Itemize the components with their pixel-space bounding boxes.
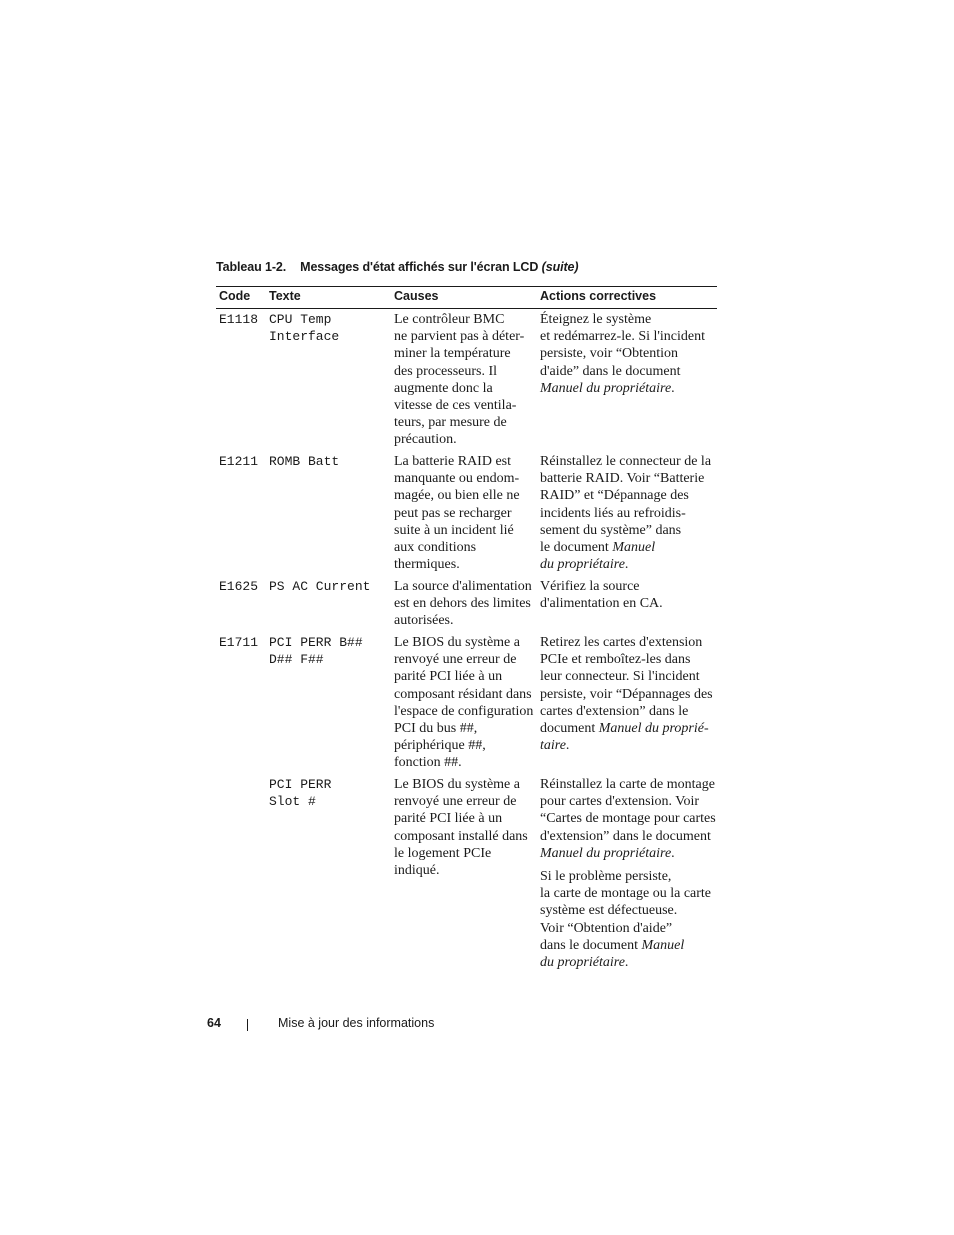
cell-causes-line: miner la température [394,346,511,362]
cell-text-line: ROMB Batt [269,454,340,469]
cell-text [269,311,339,345]
cell-causes-line: augmente donc la [394,380,493,396]
cell-actions-line: RAID” et “Dépannage des [540,488,689,504]
caption-title: Messages d'état affichés sur l'écran LCD [300,260,539,274]
cell-actions-line: d'alimentation en CA. [540,596,663,612]
cell-actions-line: “Cartes de montage pour cartes [540,811,716,827]
cell-causes-line: périphérique ##, [394,738,486,754]
header-causes: Causes [394,289,439,303]
cell-actions [540,776,716,862]
cell-code: E1118 [219,312,259,327]
cell-actions-line: Voir “Obtention d'aide” [540,920,673,936]
cell-actions-line: Manuel du propriétaire. [540,845,675,861]
cell-causes [394,776,528,879]
cell-actions-line: Si le problème persiste, [540,869,672,884]
cell-actions-line: leur connecteur. Si l'incident [540,669,700,685]
cell-actions-line: la carte de montage ou la carte [540,886,712,902]
header-text: Texte [269,289,301,303]
cell-actions-line: cartes d'extension” dans le [540,703,689,719]
cell-text [269,776,331,810]
caption-suffix: (suite) [541,260,579,274]
cell-actions-line: le document Manuel [540,540,656,556]
cell-actions-line: du propriétaire. [540,955,629,971]
cell-causes-line: parité PCI liée à un [394,669,503,685]
page-number: 64 [207,1016,221,1030]
cell-causes-line: suite à un incident lié [394,522,514,538]
cell-actions-line: persiste, voir “Obtention [540,346,679,362]
cell-causes-line: thermiques. [394,557,460,573]
cell-actions-line: Vérifiez la source [540,579,640,594]
cell-text-line: D## F## [269,652,324,668]
cell-actions-line: et redémarrez-le. Si l'incident [540,329,705,345]
cell-actions-line: Réinstallez le connecteur de la [540,454,712,469]
cell-actions-line: batterie RAID. Voir “Batterie [540,471,705,487]
cell-actions [540,578,663,612]
cell-actions-line: Réinstallez la carte de montage [540,777,715,792]
cell-causes-line: indiqué. [394,863,440,879]
cell-causes [394,311,524,449]
cell-causes [394,578,532,630]
cell-actions-line: sement du système” dans [540,522,682,538]
cell-actions-line: du propriétaire. [540,557,629,573]
cell-code: E1711 [219,635,259,650]
cell-actions-line: Retirez les cartes d'extension [540,635,703,650]
cell-causes-line: vitesse de ces ventila- [394,398,517,414]
cell-causes [394,634,533,772]
cell-causes-line: composant résidant dans [394,686,532,702]
caption-label: Tableau 1-2. [216,260,287,274]
cell-causes-line: magée, ou bien elle ne [394,488,520,504]
cell-text-line: PS AC Current [269,579,371,594]
cell-causes-line: des processeurs. Il [394,363,498,379]
cell-code: E1625 [219,579,259,594]
cell-causes-line: La source d'alimentation [394,579,532,594]
cell-causes-line: précaution. [394,432,457,448]
cell-actions-line: document Manuel du proprié- [540,721,709,737]
cell-actions [540,868,711,971]
cell-causes-line: ne parvient pas à déter- [394,329,525,345]
cell-causes-line: Le BIOS du système a [394,777,520,792]
cell-text-line: CPU Temp [269,312,332,327]
cell-causes-line: peut pas se recharger [394,505,512,521]
cell-causes-line: autorisées. [394,613,454,629]
cell-causes-line: PCI du bus ##, [394,721,478,737]
cell-actions [540,311,705,397]
cell-causes-line: parité PCI liée à un [394,811,503,827]
cell-text [269,453,339,470]
cell-actions-line: incidents liés au refroidis- [540,505,686,521]
header-code: Code [219,289,251,303]
cell-causes-line: fonction ##. [394,755,462,771]
cell-text [269,578,370,595]
cell-actions-line: taire. [540,738,570,754]
cell-text [269,634,363,668]
cell-actions-line: PCIe et remboîtez-les dans [540,652,691,668]
cell-actions-line: d'extension” dans le document [540,828,711,844]
cell-actions-line: dans le document Manuel [540,937,685,953]
cell-causes-line: manquante ou endom- [394,471,520,487]
cell-actions-line: pour cartes d'extension. Voir [540,794,700,810]
cell-actions-line: Manuel du propriétaire. [540,380,675,396]
cell-causes-line: l'espace de configuration [394,703,534,719]
header-actions: Actions correctives [540,289,657,303]
cell-text-line: PCI PERR B## [269,635,363,650]
cell-actions [540,634,713,754]
cell-actions-line: système est défectueuse. [540,903,678,919]
cell-causes-line: composant installé dans [394,828,528,844]
footer-title: Mise à jour des informations [278,1016,435,1030]
table-header-rule [216,308,717,309]
cell-actions [540,453,711,573]
cell-actions-line: Éteignez le système [540,312,652,327]
cell-causes [394,453,520,573]
table-top-rule [216,286,717,287]
cell-actions-line: persiste, voir “Dépannages des [540,686,713,702]
cell-text-line: PCI PERR [269,777,332,792]
cell-causes-line: renvoyé une erreur de [394,794,517,810]
cell-code: E1211 [219,454,259,469]
cell-text-line: Slot # [269,794,316,810]
cell-causes-line: aux conditions [394,540,477,556]
table-caption [216,260,578,274]
cell-causes-line: renvoyé une erreur de [394,652,517,668]
cell-causes-line: est en dehors des limites [394,596,531,612]
cell-causes-line: Le contrôleur BMC [394,312,505,327]
cell-text-line: Interface [269,329,340,345]
footer-separator [247,1019,248,1031]
cell-causes-line: teurs, par mesure de [394,415,507,431]
cell-causes-line: La batterie RAID est [394,454,512,469]
cell-causes-line: le logement PCIe [394,845,492,861]
cell-actions-line: d'aide” dans le document [540,363,681,379]
cell-causes-line: Le BIOS du système a [394,635,520,650]
